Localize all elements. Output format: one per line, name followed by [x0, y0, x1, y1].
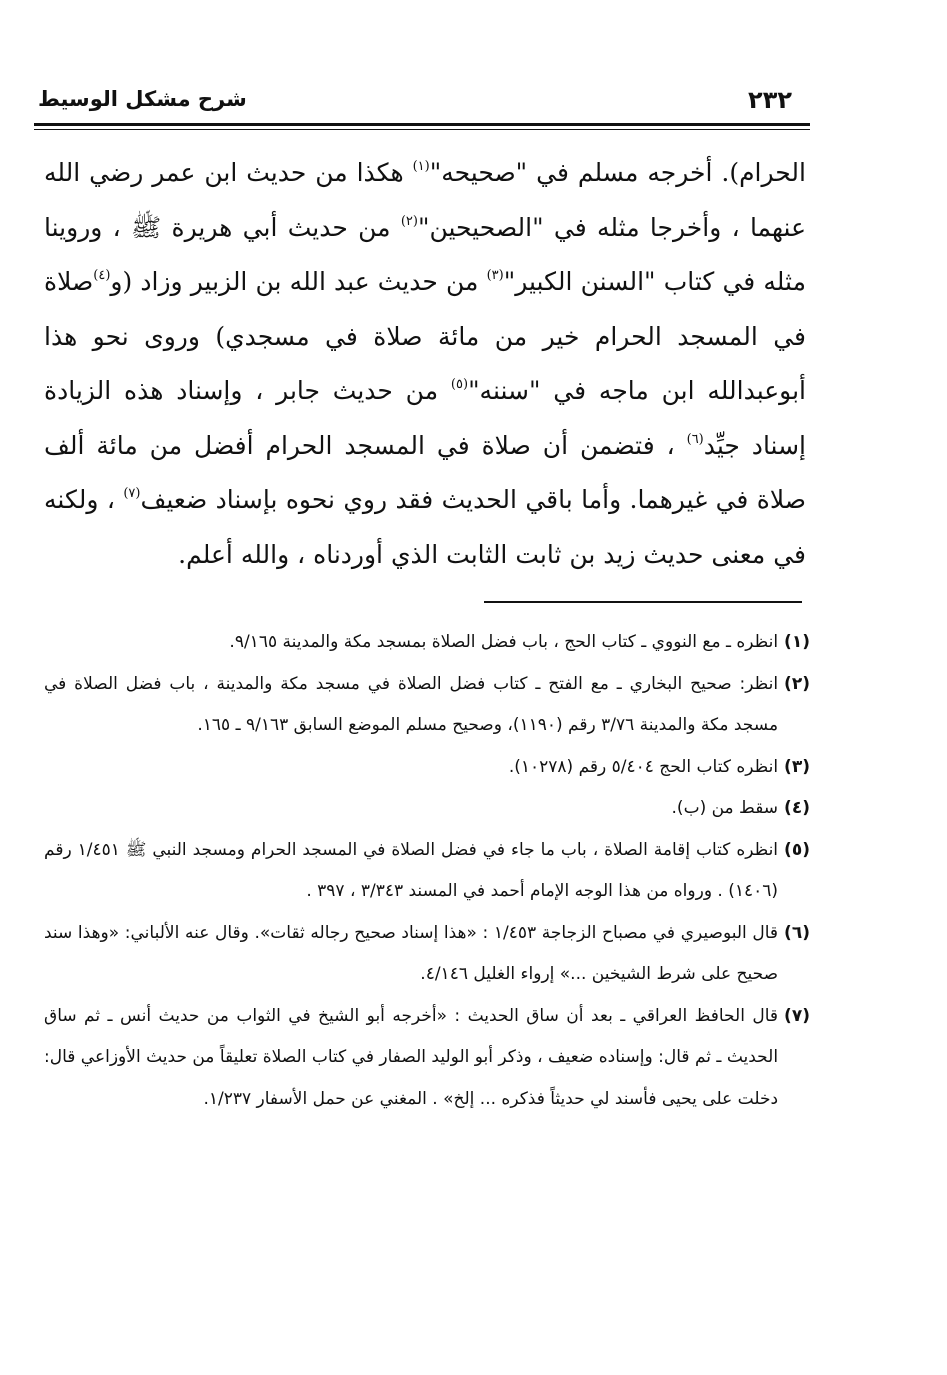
footnote-ref-2[interactable]: (٢)	[400, 213, 418, 229]
footnote-5	[44, 830, 810, 913]
footnote-7	[44, 996, 810, 1121]
header-rule-thick	[34, 123, 810, 126]
footnote-number: (٦)	[784, 922, 810, 943]
footnote-number: (٥)	[784, 839, 810, 860]
page-number: ٢٣٢	[748, 86, 792, 114]
footnote-ref-7[interactable]: (٧)	[123, 486, 141, 501]
footnote-2	[44, 664, 810, 747]
footnote-number: (٢)	[784, 673, 810, 694]
body-segment-3: من حديث عبد الله بن الزبير وزاد (و	[110, 267, 487, 296]
body-segment-7: ، ولكنه في معنى حديث زيد بن ثابت الثابت الذي أوردناه ، والله أعلم.	[44, 485, 806, 569]
footnote-number: (٧)	[784, 1005, 810, 1026]
footnote-text: انظره كتاب إقامة الصلاة ، باب ما جاء في فضل الصلاة في المسجد الحرام ومسجد النبي ﷺ ١/٤٥١ رقم (١٤٠٦) . ورواه من هذا الوجه الإمام أحمد في المسند ٣/٣٤٣ ، ٣٩٧ .	[44, 839, 779, 901]
footnote-3	[44, 747, 810, 789]
footnote-text: قال الحافظ العراقي ـ بعد أن ساق الحديث : «أخرجه أبو الشيخ في الثواب من حديث أنس ـ ثم ساق الحديث ـ ثم قال: وإسناده ضعيف ، وذكر أبو الوليد الصفار في كتاب الصلاة تعليقاً من حديث الأوزاعي قال: دخلت على يحيى فأسند لي حديثاً فذكره ... إلخ» . المغني عن حمل الأسفار ١/٢٣٧.	[44, 1005, 779, 1109]
running-title: شرح مشكل الوسيط	[38, 87, 247, 111]
footnote-number: (١)	[784, 632, 810, 652]
body-segment-4: صلاة في المسجد الحرام خير من مائة صلاة في مسجدي) وروى نحو هذا أبوعبدالله ابن ماجه في "سننه"	[44, 267, 806, 405]
footnote-text: انظر: صحيح البخاري ـ مع الفتح ـ كتاب فضل الصلاة في مسجد مكة والمدينة ، باب فضل الصلاة في مسجد مكة والمدينة ٣/٧٦ رقم (١١٩٠)، وصحيح مسلم الموضع السابق ٩/١٦٣ ـ ١٦٥.	[44, 673, 779, 735]
footnote-separator	[484, 601, 802, 603]
footnote-text: انظره كتاب الحج ٥/٤٠٤ رقم (١٠٢٧٨).	[508, 756, 779, 777]
footnotes	[44, 622, 810, 1120]
footnote-4	[44, 788, 810, 830]
body-segment-6: ، فتضمن أن صلاة في المسجد الحرام أفضل من مائة ألف صلاة في غيرهما. وأما باقي الحديث فقد روي نحوه بإسناد ضعيف	[44, 430, 807, 514]
footnote-text: انظره ـ مع النووي ـ كتاب الحج ، باب فضل الصلاة بمسجد مكة والمدينة ٩/١٦٥.	[229, 632, 779, 652]
footnote-ref-1[interactable]: (١)	[412, 159, 430, 174]
footnote-6	[44, 913, 810, 996]
body-segment-0: الحرام). أخرجه مسلم في "صحيحه"	[429, 158, 806, 187]
footnote-1	[44, 622, 810, 664]
body-paragraph	[44, 146, 806, 582]
footnote-number: (٣)	[784, 756, 810, 777]
footnote-ref-6[interactable]: (٦)	[686, 431, 704, 447]
footnote-ref-5[interactable]: (٥)	[450, 377, 469, 392]
body-segment-1: هكذا من حديث ابن عمر رضي الله عنهما ، وأخرجا مثله في "الصحيحين"	[44, 158, 806, 242]
footnote-ref-4[interactable]: (٤)	[93, 268, 111, 283]
footnote-ref-3[interactable]: (٣)	[486, 268, 504, 283]
body-segment-5: من حديث جابر ، وإسناد هذه الزيادة إسناد جيِّد	[44, 376, 806, 460]
header-rule-thin	[34, 129, 810, 130]
body-segment-2: من حديث أبي هريرة ﷺ ، وروينا مثله في كتاب "السنن الكبير"	[44, 212, 806, 296]
footnote-number: (٤)	[784, 798, 810, 818]
main-text	[44, 146, 806, 582]
page-header	[34, 84, 810, 118]
footnote-text: سقط من (ب).	[671, 798, 779, 818]
footnote-text: قال البوصيري في مصباح الزجاجة ١/٤٥٣ : «هذا إسناد صحيح رجاله ثقات». وقال عنه الألباني: «وهذا سند صحيح على شرط الشيخين ...» إرواء الغليل ٤/١٤٦.	[44, 922, 779, 984]
